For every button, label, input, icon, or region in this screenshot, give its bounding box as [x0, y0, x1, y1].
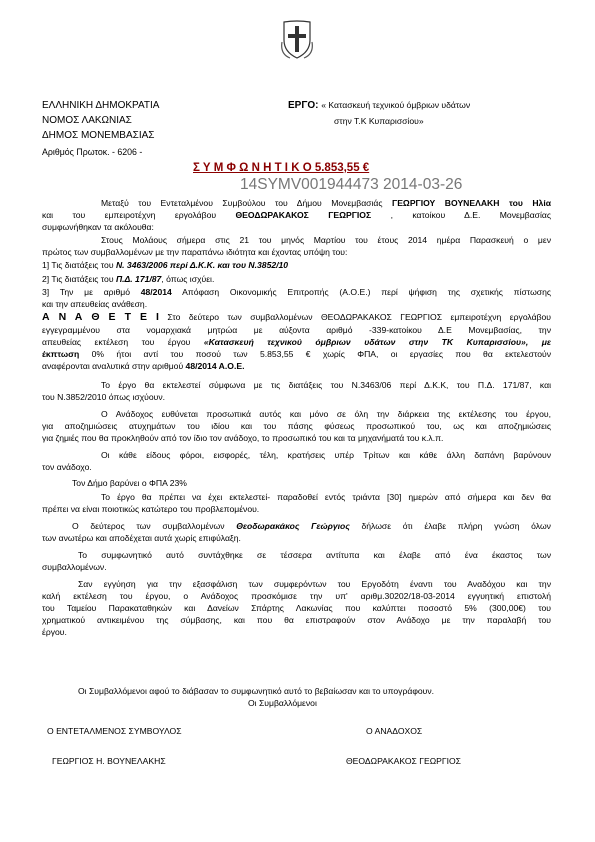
para4-line2: για αποζημιώσεις ατυχημάτων του ιδίου και του πάσης φύσεως προσωπικού του, ως και αποζημιώσεις	[42, 421, 551, 431]
para9-line1: Το συμφωνητικό αυτό συντάχθηκε σε τέσσερα αντίτυπα και έλαβε από ένα έκαστος των	[78, 550, 551, 560]
list-item-1: 1] Τις διατάξεις του Ν. 3463/2006 περί Δ.Κ.Κ. και του Ν.3852/10	[42, 260, 289, 270]
document-title: Σ Υ Μ Φ Ω Ν Η Τ Ι Κ Ο 5.853,55 €	[193, 162, 370, 174]
list-item-2: 2] Τις διατάξεις του Π.Δ. 171/87, όπως ισχύει.	[42, 274, 215, 284]
signature-right-name: ΘΕΟΔΩΡΑΚΑΚΟΣ ΓΕΩΡΓΙΟΣ	[346, 756, 461, 766]
para3-line2: του Ν.3852/2010 όπως ισχύουν.	[42, 392, 166, 402]
assign-line4: έκπτωση 0% ήτοι αντί του ποσού των 5.853,55 € χωρίς ΦΠΑ, οι εργασίες που θα εκτελεστούν	[42, 349, 551, 359]
assign-line3: απευθείας εκτέλεση του έργου «Κατασκευή τεχνικού όμβριων υδάτων στην ΤΚ Κυπαρισσίου», με	[42, 337, 551, 347]
project-line1	[288, 99, 470, 112]
greek-emblem-icon	[280, 20, 314, 60]
para6: Τον Δήμο βαρύνει ο ΦΠΑ 23%	[72, 478, 187, 488]
para10-line1: Σαν εγγύηση για την εξασφάλιση των συμφερόντων του Εργοδότη έναντι του Αναδόχου και την	[78, 579, 551, 589]
project-title-2: στην Τ.Κ Κυπαρισσίου»	[334, 116, 424, 126]
para7-line2: πρέπει να είναι ποιοτικώς κατώτερο του προβλεπομένου.	[42, 504, 260, 514]
para1-line3: συμφωνήθηκαν τα ακόλουθα:	[42, 222, 154, 232]
list-item-3-line1: 3] Την με αριθμό 48/2014 Απόφαση Οικονομικής Επιτροπής (Α.Ο.Ε.) περί ψήφιση της σχετικής πίστωσης	[42, 287, 552, 297]
para7-line1: Το έργο θα πρέπει να έχει εκτελεστεί- παραδοθεί εντός τριάντα [30] ημερών από σήμερα και δεν θα	[101, 492, 551, 502]
para8-line1: Ο δεύτερος των συμβαλλομένων Θεοδωρακάκος Γεώργιος δήλωσε ότι έλαβε πλήρη γνώση όλων	[72, 521, 551, 531]
para5-line1: Οι κάθε είδους φόροι, εισφορές, τέλη, κρατήσεις υπέρ Τρίτων και κάθε άλλη δαπάνη βαρύνουν	[101, 450, 551, 460]
para5-line2: τον ανάδοχο.	[42, 462, 92, 472]
para4-line1: Ο Ανάδοχος ευθύνεται προσωπικά αυτός και μόνο σε όλη την διάρκεια της εκτέλεσης του έργου,	[101, 409, 551, 419]
header-left-line3: ΔΗΜΟΣ ΜΟΝΕΜΒΑΣΙΑΣ	[42, 130, 155, 141]
para10-line4: χρηματικού αντικειμένου της σύμβασης, και που θα επιστραφούν στον Ανάδοχο με την παραλαβή του	[42, 615, 551, 625]
para10-line3: του Ταμείου Παρακαταθηκών και Δανείων Σπάρτης Λακωνίας που καλύπτει ποσοστό 5% (300,00€) του	[42, 603, 551, 613]
assign-line5: αναφέρονται αναλυτικά στην αριθμού 48/2014 Α.Ο.Ε.	[42, 361, 245, 371]
para9-line2: συμβαλλομένων.	[42, 562, 107, 572]
para8-line2: των ανωτέρω και αποδέχεται αυτά χωρίς επιφύλαξη.	[42, 533, 241, 543]
para2-line1: Στους Μολάους σήμερα στις 21 του μηνός Μαρτίου του έτους 2014 ημέρα Παρασκευή ο μεν	[101, 235, 551, 245]
assign-line2: εγγεγραμμένου στα νομαρχιακά μητρώα με αύξοντα αριθμό -339-κατοίκου Δ.Ε Μονεμβασίας, την	[42, 325, 551, 335]
para12: Οι Συμβαλλόμενοι	[248, 698, 317, 708]
registry-stamp: 14SYMV001944473 2014-03-26	[240, 176, 463, 193]
header-left-line1: ΕΛΛΗΝΙΚΗ ΔΗΜΟΚΡΑΤΙΑ	[42, 100, 160, 111]
protocol-number: Αριθμός Πρωτοκ. - 6206 -	[42, 147, 143, 157]
signature-right-role: Ο ΑΝΑΔΟΧΟΣ	[366, 726, 423, 736]
para10-line2: καλή εκτέλεση του έργου, ο Ανάδοχος προσκόμισε την υπ' αριθμ.30202/18-03-2014 εγγυητική επιστολή	[42, 591, 551, 601]
project-label: ΕΡΓΟ:	[288, 100, 319, 111]
signature-left-name: ΓΕΩΡΓΙΟΣ Η. ΒΟΥΝΕΛΑΚΗΣ	[52, 756, 166, 766]
list-item-3-line2: και την απευθείας ανάθεση.	[42, 299, 148, 309]
para3-line1: Το έργο θα εκτελεστεί σύμφωνα με τις διατάξεις του Ν.3463/06 περί Δ.Κ.Κ, του Π.Δ. 171/87, και	[101, 380, 551, 390]
para2-line2: πρώτος των συμβαλλομένων με την παραπάνω ιδιότητα και έχοντας υπόψη του:	[42, 247, 348, 257]
header-left-line2: ΝΟΜΟΣ ΛΑΚΩΝΙΑΣ	[42, 115, 132, 126]
para10-line5: έργου.	[42, 627, 67, 637]
project-title-1: « Κατασκευή τεχνικού όμβριων υδάτων	[321, 100, 471, 110]
para1-line2: και του εμπειροτέχνη εργολάβου ΘΕΟΔΩΡΑΚΑΚΟΣ ΓΕΩΡΓΙΟΣ , κατοίκου Δ.Ε. Μονεμβασίας	[42, 210, 552, 220]
para11: Οι Συμβαλλόμενοι αφού το διάβασαν το συμφωνητικό αυτό το βεβαίωσαν και το υπογράφουν.	[78, 686, 435, 696]
para4-line3: για ζημιές που θα προκληθούν από τον ίδιο τον ανάδοχο, το προσωπικό του και τα μηχανήματά του κ.λ.π.	[42, 433, 444, 443]
para1-line1: Μεταξύ του Εντεταλμένου Συμβούλου του Δήμου Μονεμβασιάς ΓΕΩΡΓΙΟΥ ΒΟΥΝΕΛΑΚΗ του Ηλία	[101, 198, 552, 208]
assign-line1: Α Ν Α Θ Ε Τ Ε Ι Στο δεύτερο των συμβαλλομένων ΘΕΟΔΩΡΑΚΑΚΟΣ ΓΕΩΡΓΙΟΣ εμπειροτέχνη εργολάβου	[42, 311, 551, 323]
signature-left-role: Ο ΕΝΤΕΤΑΛΜΕΝΟΣ ΣΥΜΒΟΥΛΟΣ	[47, 726, 182, 736]
